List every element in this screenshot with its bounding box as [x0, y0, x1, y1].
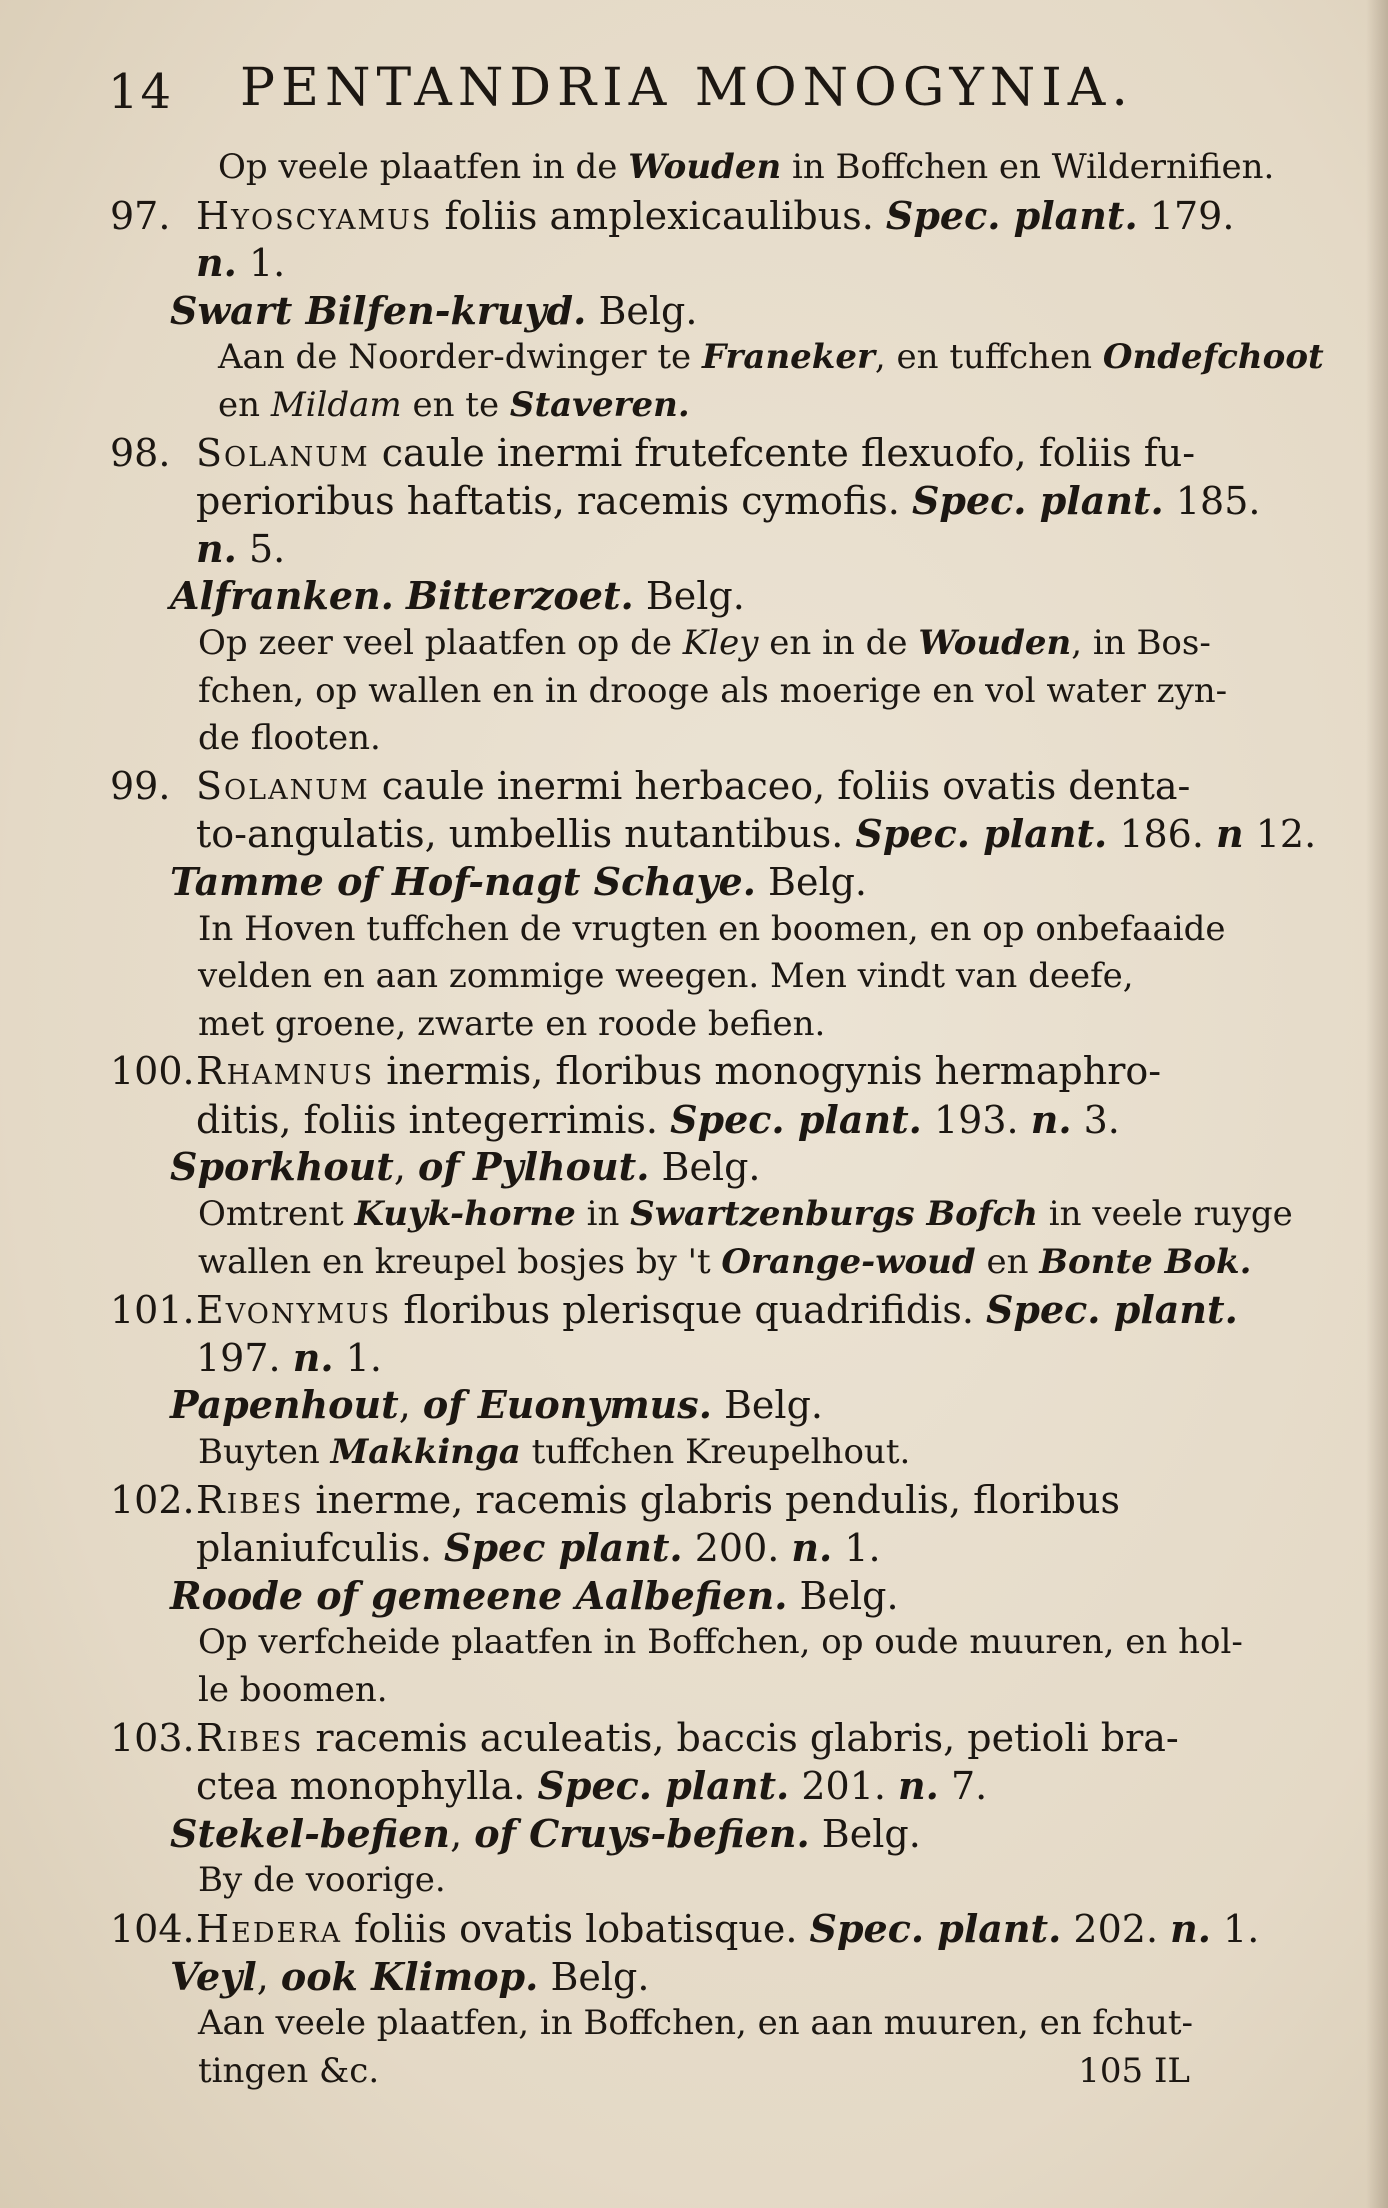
line-text: Belg.	[633, 574, 745, 619]
italic-text: Spec. plant.	[911, 478, 1164, 524]
italic-text: Stekel-befien	[170, 1810, 451, 1856]
line-text: By de voorige.	[198, 1860, 446, 1901]
line-text: le boomen.	[198, 1670, 388, 1710]
text-line	[110, 1524, 1290, 1572]
species-number: 101.	[110, 1288, 195, 1333]
text-line	[110, 1429, 1290, 1477]
text-line	[110, 1048, 1290, 1096]
italic-text: n.	[898, 1763, 939, 1809]
text-line	[110, 2000, 1290, 2048]
italic-text: of Euonymus.	[422, 1382, 712, 1428]
text-line	[110, 1381, 1290, 1429]
line-text: wallen en kreupel bosjes by 't	[198, 1241, 722, 1282]
line-text: , en tuffchen	[874, 337, 1103, 378]
line-text: inermis, floribus monogynis hermaphro-	[374, 1049, 1162, 1094]
line-text: to-angulatis, umbellis nutantibus.	[196, 812, 856, 857]
text-line	[110, 1667, 1290, 1715]
genus-name: Hyoscyamus	[196, 193, 433, 238]
line-text: floribus plerisque quadrifidis.	[391, 1288, 986, 1333]
text-line	[110, 858, 1290, 906]
genus-name: Hedera	[196, 1906, 343, 1951]
line-text: in veele ruyge	[1037, 1194, 1293, 1235]
text-line	[110, 525, 1290, 573]
text-line	[110, 1286, 1290, 1334]
line-text: tuffchen Kreupelhout.	[520, 1432, 911, 1473]
line-text: 7.	[938, 1764, 988, 1809]
text-line	[110, 906, 1290, 954]
line-text: 193.	[921, 1097, 1031, 1142]
line-text: 197.	[196, 1335, 293, 1380]
italic-text: n	[1216, 811, 1244, 857]
italic-text: Veyl	[170, 1953, 257, 1999]
italic-text: Swart Bilfen-kruyd.	[170, 287, 587, 333]
line-text: in	[575, 1194, 631, 1235]
text-line	[110, 287, 1290, 335]
italic-text: n.	[1030, 1096, 1072, 1142]
italic-text: Franeker	[701, 337, 875, 378]
text-line	[110, 1857, 1290, 1905]
italic-text: Tamme of Hof-nagt Schaye.	[170, 858, 756, 904]
species-number: 99.	[110, 763, 171, 808]
line-text: Buyten	[198, 1432, 331, 1473]
species-number: 102.	[110, 1477, 195, 1522]
line-text: Belg.	[787, 1573, 899, 1618]
line-text: 179.	[1137, 193, 1235, 238]
text-line	[110, 334, 1324, 382]
genus-name: Solanum	[196, 763, 370, 808]
genus-name: Evonymus	[196, 1288, 392, 1333]
line-text: Aan veele plaatfen, in Boffchen, en aan muuren, en fchut-	[198, 2003, 1193, 2044]
text-line	[110, 382, 1290, 430]
line-text: ctea monophylla.	[196, 1764, 538, 1809]
line-text: , in Bos-	[1071, 622, 1211, 663]
line-text: ,	[398, 1383, 423, 1428]
line-text: Belg.	[649, 1145, 761, 1190]
line-text: 201.	[789, 1764, 899, 1809]
text-line	[110, 1239, 1290, 1287]
italic-text: Staveren.	[509, 384, 690, 425]
italic-text: n.	[791, 1525, 833, 1571]
catchword: 105 IL	[1078, 2050, 1190, 2091]
italic-text: Roode of gemeene Aalbefien.	[170, 1572, 788, 1618]
text-line	[110, 1810, 1290, 1858]
line-text: Belg.	[538, 1954, 650, 1999]
species-number: 98.	[110, 430, 171, 475]
italic-text: Bonte Bok.	[1039, 1241, 1252, 1282]
line-text: fchen, op wallen en in drooge als moerige en vol water zyn-	[198, 670, 1228, 711]
line-text: 1.	[1210, 1906, 1260, 1951]
italic-text: Kley	[682, 622, 759, 663]
line-text: inerme, racemis glabris pendulis, floribus	[303, 1477, 1120, 1522]
line-text: 1.	[236, 241, 286, 286]
line-text: en te	[401, 384, 510, 425]
line-text: en	[218, 384, 271, 425]
text-line	[110, 239, 1290, 287]
text-line	[110, 620, 1290, 668]
line-text: Op zeer veel plaatfen op de	[198, 622, 683, 663]
line-text: velden en aan zommige weegen. Men vindt van deefe,	[198, 956, 1134, 997]
line-text: racemis aculeatis, baccis glabris, petioli bra-	[303, 1715, 1179, 1760]
line-text: ,	[393, 1145, 419, 1190]
genus-name: Solanum	[196, 430, 370, 475]
italic-text: Makkinga	[330, 1432, 521, 1473]
line-text: caule inermi frutefcente flexuofo, foliis fu-	[369, 430, 1196, 475]
italic-text: Sporkhout	[170, 1144, 394, 1190]
species-number: 103.	[110, 1715, 195, 1760]
italic-text: Spec. plant.	[537, 1763, 790, 1809]
italic-text: of Cruys-befien.	[474, 1810, 810, 1856]
line-text: en	[975, 1241, 1040, 1282]
text-line	[110, 1572, 1290, 1620]
species-number: 97.	[110, 193, 171, 238]
italic-text: Orange-woud	[721, 1241, 976, 1282]
line-text: tingen &c.	[198, 2050, 380, 2091]
line-text: 186.	[1107, 812, 1217, 857]
line-text: 200.	[682, 1526, 792, 1571]
line-text: 185.	[1163, 479, 1261, 524]
line-text: 12.	[1243, 812, 1317, 857]
page-edge-shadow	[1366, 0, 1388, 2208]
line-text: met groene, zwarte en roode befien.	[198, 1003, 826, 1044]
line-text: 3.	[1071, 1097, 1120, 1142]
italic-text: Swartzenburgs Bofch	[630, 1194, 1038, 1235]
line-text: Aan de Noorder-dwinger te	[218, 337, 702, 378]
italic-text: Spec. plant.	[985, 1287, 1238, 1333]
italic-text: Spec. plant.	[670, 1096, 922, 1142]
genus-name: Rhamnus	[196, 1049, 375, 1094]
text-line	[110, 1953, 1290, 2001]
line-text: 202.	[1061, 1906, 1171, 1951]
text-line	[110, 1477, 1290, 1525]
line-text: planiufculis.	[196, 1526, 445, 1571]
text-line	[110, 810, 1317, 858]
line-text: 1.	[832, 1526, 881, 1571]
italic-text: Wouden	[918, 622, 1072, 663]
line-text: foliis ovatis lobatisque.	[342, 1906, 810, 1951]
line-text	[394, 574, 406, 618]
italic-text: Alfranken.	[170, 573, 394, 619]
italic-text: Wouden	[628, 147, 782, 187]
italic-text: Spec. plant.	[855, 811, 1108, 857]
line-text: Op verfcheide plaatfen in Boffchen, op oude muuren, en hol-	[198, 1622, 1243, 1663]
text-line	[110, 1334, 1290, 1382]
italic-text: n.	[196, 240, 237, 286]
text-line	[110, 715, 1290, 763]
text-line	[110, 953, 1290, 1001]
page-number: 14	[108, 64, 174, 120]
line-text: de flooten.	[198, 718, 381, 759]
text-line	[110, 1715, 1290, 1763]
text-line	[110, 1096, 1290, 1144]
line-text: In Hoven tuffchen de vrugten en boomen, en op onbefaaide	[198, 908, 1226, 949]
text-body	[110, 144, 1324, 2095]
text-line	[110, 1143, 1290, 1191]
text-line	[110, 1762, 1290, 1810]
text-line	[110, 1905, 1290, 1953]
italic-text: n.	[1170, 1905, 1211, 1951]
text-line	[110, 192, 1290, 240]
line-text: Belg.	[755, 859, 868, 904]
text-line	[110, 430, 1290, 478]
text-line	[110, 572, 1290, 620]
line-text: Op veele plaatfen in de	[218, 147, 629, 187]
italic-text: Mildam	[270, 384, 402, 425]
line-text: Belg.	[809, 1811, 921, 1856]
running-title: PENTANDRIA MONOGYNIA.	[240, 58, 1134, 118]
species-number: 100.	[110, 1049, 195, 1094]
line-text: caule inermi herbaceo, foliis ovatis denta-	[369, 763, 1191, 808]
line-text: 1.	[333, 1335, 382, 1380]
page-header	[108, 58, 1188, 128]
line-text: en in de	[758, 622, 919, 663]
line-text: ditis, foliis integerrimis.	[196, 1097, 671, 1142]
line-text: Belg.	[711, 1383, 823, 1428]
text-line	[110, 2048, 1290, 2096]
text-line	[110, 144, 1290, 192]
italic-text: n.	[292, 1334, 334, 1380]
genus-name: Ribes	[196, 1715, 304, 1760]
text-line	[110, 477, 1290, 525]
line-text: Omtrent	[198, 1194, 355, 1235]
line-text: ,	[450, 1811, 475, 1856]
italic-text: Ondefchoot	[1102, 337, 1324, 378]
genus-name: Ribes	[196, 1477, 304, 1522]
line-text: 5.	[236, 526, 286, 571]
italic-text: Spec. plant.	[885, 192, 1138, 238]
italic-text: Kuyk-horne	[354, 1194, 576, 1235]
italic-text: Papenhout	[170, 1382, 399, 1428]
italic-text: Spec. plant.	[809, 1905, 1062, 1951]
line-text: ,	[256, 1954, 281, 1999]
italic-text: Bitterzoet.	[406, 573, 634, 619]
italic-text: ook Klimop.	[280, 1953, 539, 1999]
text-line	[110, 1619, 1290, 1667]
italic-text: of Pylhout.	[418, 1144, 650, 1190]
text-line	[110, 1191, 1293, 1239]
species-number: 104.	[110, 1906, 195, 1951]
line-text: foliis amplexicaulibus.	[432, 193, 886, 238]
text-line	[110, 1001, 1290, 1049]
line-text: perioribus haftatis, racemis cymofis.	[196, 479, 912, 524]
italic-text: Spec plant.	[444, 1525, 683, 1571]
text-line	[110, 763, 1290, 811]
text-line	[110, 668, 1290, 716]
italic-text: n.	[196, 525, 237, 571]
line-text: in Boffchen en Wildernifien.	[781, 147, 1275, 187]
line-text: Belg.	[586, 288, 698, 333]
